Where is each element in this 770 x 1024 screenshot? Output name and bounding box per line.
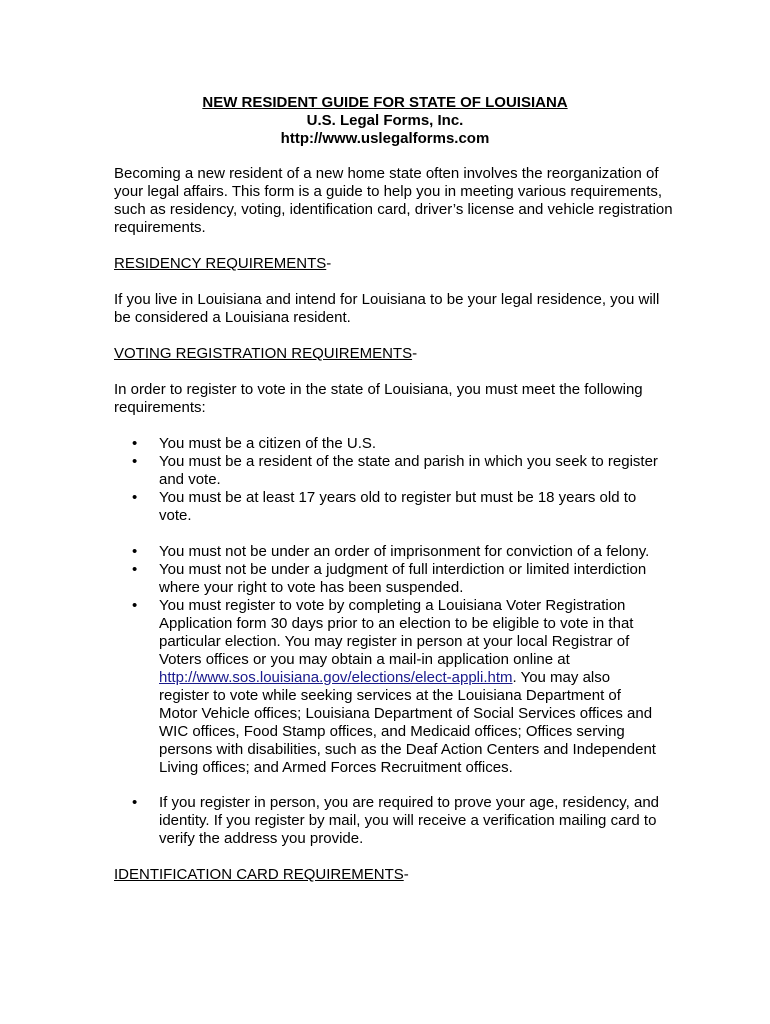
company-name: U.S. Legal Forms, Inc. xyxy=(306,112,464,129)
voter-application-link[interactable]: http://www.sos.louisiana.gov/elections/elect-appli.htm xyxy=(159,669,513,686)
voting-requirements-list-1 xyxy=(132,435,662,525)
voting-requirements-list-3 xyxy=(132,794,662,848)
list-item: • If you register in person, you are required to prove your age, residency, and identity. If you register by mail, you will receive a verification mailing card to verify the address you provide. xyxy=(132,794,660,847)
residency-paragraph: If you live in Louisiana and intend for Louisiana to be your legal residence, you will be considered a Louisiana resident. xyxy=(114,291,660,326)
list-item: • You must not be under a judgment of full interdiction or limited interdiction where your right to vote has been suspended. xyxy=(132,561,647,596)
idcard-heading-text: IDENTIFICATION CARD REQUIREMENTS xyxy=(114,866,404,883)
document-header xyxy=(0,94,770,148)
list-item: • You must not be under an order of imprisonment for conviction of a felony. xyxy=(132,543,650,560)
voting-requirements-list-2 xyxy=(132,543,662,777)
voting-heading: VOTING REGISTRATION REQUIREMENTS- xyxy=(114,345,418,362)
voting-heading-text: VOTING REGISTRATION REQUIREMENTS xyxy=(114,345,413,362)
intro-paragraph: Becoming a new resident of a new home state often involves the reorganization of your legal affairs. This form is a guide to help you in meeting various requirements, such as residency, voting, identification card, driver’s license and vehicle registration requirements. xyxy=(114,165,673,236)
list-item: • You must be at least 17 years old to register but must be 18 years old to vote. xyxy=(132,489,637,524)
document-title: NEW RESIDENT GUIDE FOR STATE OF LOUISIANA xyxy=(202,94,568,111)
residency-heading-text: RESIDENCY REQUIREMENTS xyxy=(114,255,327,272)
residency-heading: RESIDENCY REQUIREMENTS- xyxy=(114,255,332,272)
idcard-heading: IDENTIFICATION CARD REQUIREMENTS- xyxy=(114,866,409,883)
voting-intro: In order to register to vote in the state of Louisiana, you must meet the following requirements: xyxy=(114,381,643,416)
list-item: • You must be a citizen of the U.S. xyxy=(132,435,377,452)
list-item: • You must be a resident of the state and parish in which you seek to register and vote. xyxy=(132,453,658,488)
list-item: • You must register to vote by completing a Louisiana Voter Registration Application form 30 days prior to an election to be eligible to vote in that particular election. You may register in person at your local Registrar of Voters offices or you may obtain a mail-in application online at http://www.sos.louisiana.gov/elections/elect-appli.htm. You may also register to vote while seeking services at the Louisiana Department of Motor Vehicle offices; Louisiana Department of Social Services offices and WIC offices, Food Stamp offices, and Medicaid offices; Offices serving persons with disabilities, such as the Deaf Action Centers and Independent Living offices; and Armed Forces Recruitment offices. xyxy=(132,597,656,776)
company-url: http://www.uslegalforms.com xyxy=(280,130,490,147)
